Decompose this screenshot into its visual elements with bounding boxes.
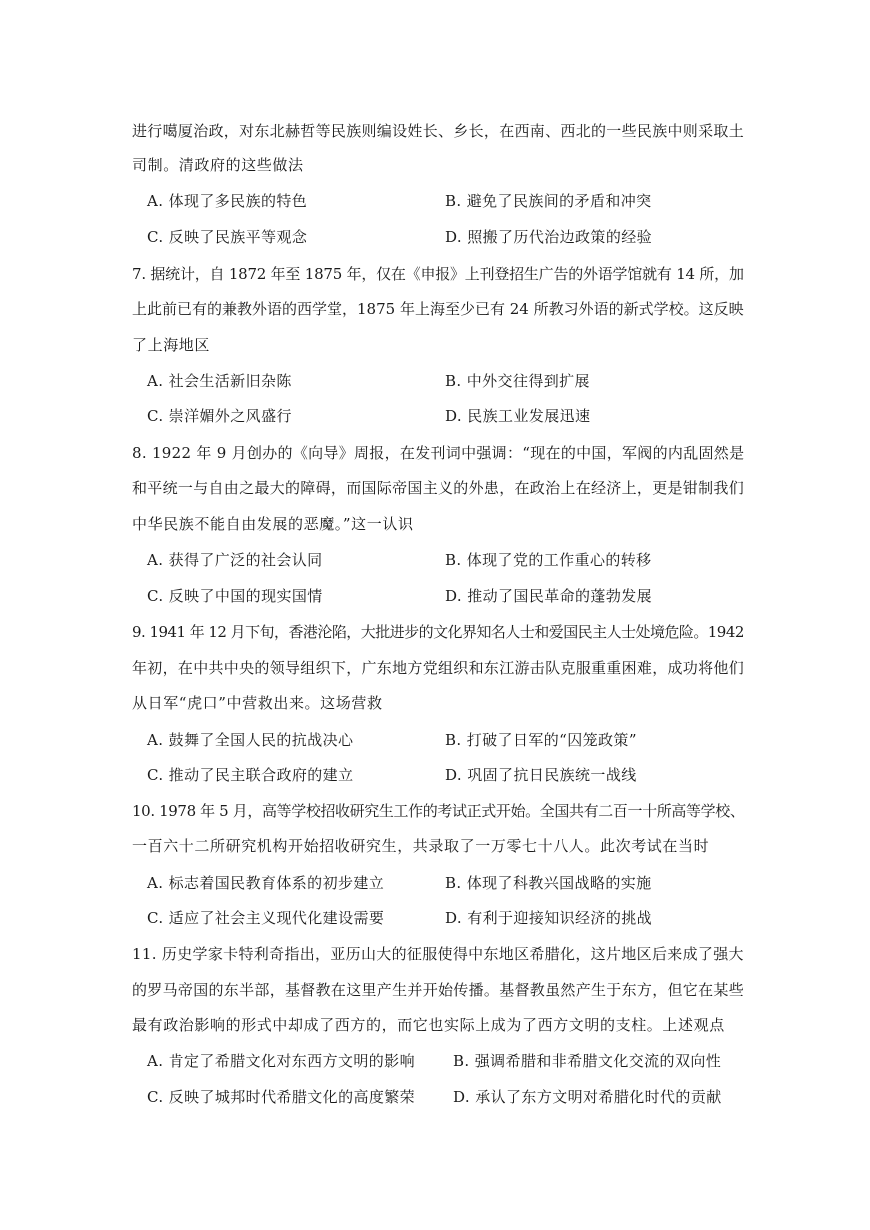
q10-option-c[interactable]: C. 适应了社会主义现代化建设需要 <box>147 909 385 927</box>
q10-option-d[interactable]: D. 有利于迎接知识经济的挑战 <box>445 909 653 927</box>
q11-option-a[interactable]: A. 肯定了希腊文化对东西方文明的影响 <box>147 1052 415 1070</box>
q11-option-c[interactable]: C. 反映了城邦时代希腊文化的高度繁荣 <box>147 1088 416 1106</box>
q7-stem-line-2: 上此前已有的兼教外语的西学堂，1875 年上海至少已有 24 所教习外语的新式学校。这反映 <box>132 300 744 318</box>
q8-option-c[interactable]: C. 反映了中国的现实国情 <box>147 587 323 605</box>
q6-stem-line-2: 司制。清政府的这些做法 <box>132 156 304 174</box>
q9-option-d[interactable]: D. 巩固了抗日民族统一战线 <box>445 766 637 784</box>
q6-option-b[interactable]: B. 避免了民族间的矛盾和冲突 <box>445 192 652 210</box>
q7-option-a[interactable]: A. 社会生活新旧杂陈 <box>147 372 292 390</box>
q11-stem-line-1: 11. 历史学家卡特利奇指出，亚历山大的征服使得中东地区希腊化，这片地区后来成了强大 <box>132 945 744 963</box>
q8-stem-line-2: 和平统一与自由之最大的障碍，而国际帝国主义的外患，在政治上在经济上，更是钳制我们 <box>132 479 745 497</box>
q8-option-a[interactable]: A. 获得了广泛的社会认同 <box>147 551 323 569</box>
q10-stem-line-2: 一百六十二所研究机构开始招收研究生，共录取了一万零七十八人。此次考试在当时 <box>132 837 710 855</box>
q11-stem-line-3: 最有政治影响的形式中却成了西方的，而它也实际上成为了西方文明的支柱。上述观点 <box>132 1016 725 1034</box>
q9-option-c[interactable]: C. 推动了民主联合政府的建立 <box>147 766 354 784</box>
q8-stem-line-3: 中华民族不能自由发展的恶魔。”这一认识 <box>132 515 414 533</box>
q6-option-c[interactable]: C. 反映了民族平等观念 <box>147 228 308 246</box>
q6-option-a[interactable]: A. 体现了多民族的特色 <box>147 192 308 210</box>
q8-option-d[interactable]: D. 推动了国民革命的蓬勃发展 <box>445 587 653 605</box>
q9-option-a[interactable]: A. 鼓舞了全国人民的抗战决心 <box>147 731 354 749</box>
q10-stem-line-1: 10. 1978 年 5 月，高等学校招收研究生工作的考试正式开始。全国共有二百一十所高等学校、 <box>132 802 745 820</box>
q7-option-b[interactable]: B. 中外交往得到扩展 <box>445 372 590 390</box>
q8-stem-line-1: 8. 1922 年 9 月创办的《向导》周报，在发刊词中强调：“现在的中国，军阀的内乱固然是 <box>132 444 745 462</box>
q9-stem-line-1: 9. 1941 年 12 月下旬，香港沦陷，大批进步的文化界知名人士和爱国民主人士处境危险。1942 <box>132 623 744 641</box>
q7-stem-line-3: 了上海地区 <box>132 336 211 354</box>
q7-stem-line-1: 7. 据统计，自 1872 年至 1875 年，仅在《申报》上刊登招生广告的外语学馆就有 14 所，加 <box>132 265 744 283</box>
q7-option-c[interactable]: C. 崇洋媚外之风盛行 <box>147 407 292 425</box>
q9-option-b[interactable]: B. 打破了日军的“囚笼政策” <box>445 731 637 749</box>
q11-option-b[interactable]: B. 强调希腊和非希腊文化交流的双向性 <box>453 1052 722 1070</box>
q7-option-d[interactable]: D. 民族工业发展迅速 <box>445 407 591 425</box>
q9-stem-line-3: 从日军“虎口”中营救出来。这场营救 <box>132 694 383 712</box>
q6-option-d[interactable]: D. 照搬了历代治边政策的经验 <box>445 228 653 246</box>
q6-stem-line-1: 进行噶厦治政，对东北赫哲等民族则编设姓长、乡长，在西南、西北的一些民族中则采取土 <box>132 122 745 140</box>
q10-option-a[interactable]: A. 标志着国民教育体系的初步建立 <box>147 874 385 892</box>
q11-stem-line-2: 的罗马帝国的东半部，基督教在这里产生并开始传播。基督教虽然产生于东方，但它在某些 <box>132 981 745 999</box>
q9-stem-line-2: 年初，在中共中央的领导组织下，广东地方党组织和东江游击队克服重重困难，成功将他们 <box>132 659 745 677</box>
q10-option-b[interactable]: B. 体现了科教兴国战略的实施 <box>445 874 652 892</box>
q8-option-b[interactable]: B. 体现了党的工作重心的转移 <box>445 551 652 569</box>
q11-option-d[interactable]: D. 承认了东方文明对希腊化时代的贡献 <box>453 1088 722 1106</box>
